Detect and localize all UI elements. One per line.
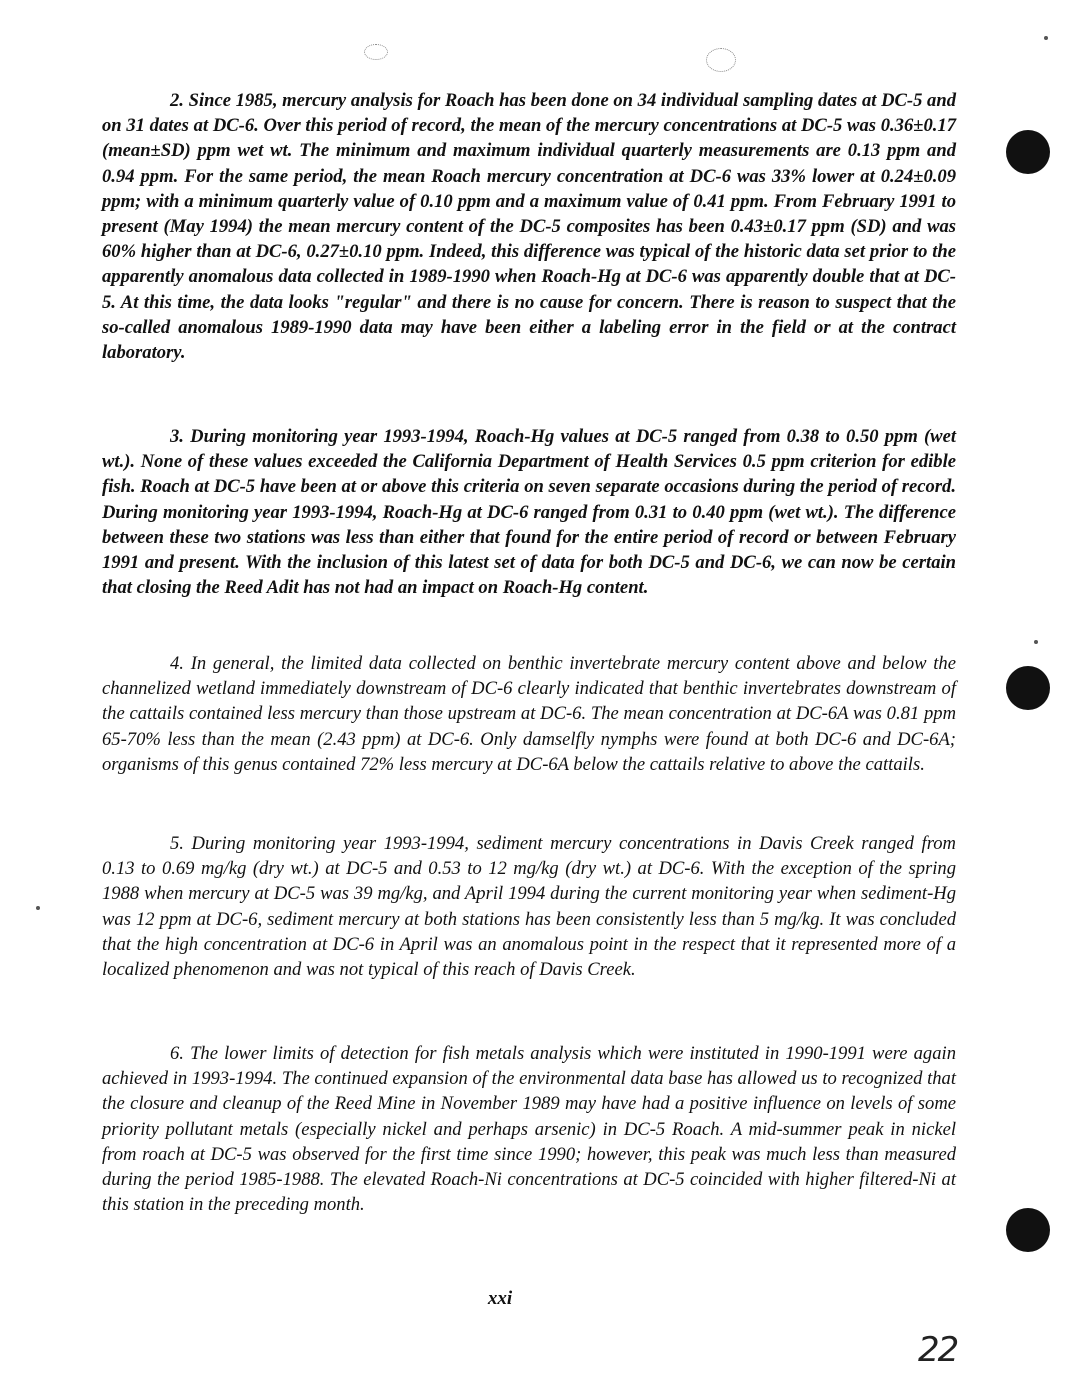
paragraph-4: [102, 651, 956, 777]
paragraph-number: 5.: [170, 833, 184, 854]
scan-smudge: [364, 44, 388, 60]
paragraph-2: [102, 88, 956, 365]
paragraph-number: 4.: [170, 653, 184, 674]
handwritten-page-number: 22: [918, 1330, 958, 1370]
binder-hole: [1006, 1208, 1050, 1252]
scan-speck: [1034, 640, 1038, 644]
scan-smudge: [706, 48, 736, 72]
binder-hole: [1006, 666, 1050, 710]
paragraph-text: During monitoring year 1993-1994, Roach-Hg values at DC-5 ranged from 0.38 to 0.50 ppm (wet wt.). None of these values exceeded the California Department of Health Services 0.5 ppm criterion for edible fish. Roach at DC-5 have been at or above this criteria on seven separate occasions during the period of record. During monitoring year 1993-1994, Roach-Hg at DC-6 ranged from 0.31 to 0.40 ppm (wet wt.). The difference between these two stations was less than either that found for the entire period of record or between February 1991 and present. With the inclusion of this latest set of data for both DC-5 and DC-6, we can now be certain that closing the Reed Adit has not had an impact on Roach-Hg content.: [102, 426, 957, 599]
scan-speck: [36, 906, 40, 910]
paragraph-number: 6.: [170, 1043, 184, 1064]
paragraph-5: [102, 831, 956, 982]
scan-speck: [1044, 36, 1048, 40]
paragraph-text: Since 1985, mercury analysis for Roach has been done on 34 individual sampling dates at DC-5 and on 31 dates at DC-6. Over this period of record, the mean of the mercury concentrations at DC-5 was 0.36±0.17 (mean±SD) ppm wet wt. The minimum and maximum individual quarterly measurements are 0.13 ppm and 0.94 ppm. For the same period, the mean Roach mercury concentration at DC-6 was 33% lower at 0.24±0.09 ppm; with a minimum quarterly value of 0.10 ppm and a maximum value of 0.41 ppm. From February 1991 to present (May 1994) the mean mercury content of the DC-5 composites has been 0.43±0.17 ppm (SD) and was 60% higher than at DC-6, 0.27±0.10 ppm. Indeed, this difference was typical of the historic data set prior to the apparently anomalous data collected in 1989-1990 when Roach-Hg at DC-6 was apparently double that at DC-5. At this time, the data looks "regular" and there is no cause for concern. There is reason to suspect that the so-called anomalous 1989-1990 data may have been either a labeling error in the field or at the contract laboratory.: [102, 90, 956, 364]
binder-hole: [1006, 130, 1050, 174]
paragraph-6: [102, 1041, 956, 1217]
paragraph-number: 2.: [170, 90, 184, 111]
paragraph-text: In general, the limited data collected on benthic invertebrate mercury content above and below the channelized wetland immediately downstream of DC-6 clearly indicated that benthic invertebrates downstream of the cattails contained less mercury than those upstream at DC-6. The mean concentration at DC-6A was 0.81 ppm 65-70% less than the mean (2.43 ppm) at DC-6. Only damselfly nymphs were found at both DC-6 and DC-6A; organisms of this genus contained 72% less mercury at DC-6A below the cattails relative to above the cattails.: [102, 653, 956, 775]
paragraph-text: During monitoring year 1993-1994, sediment mercury concentrations in Davis Creek ranged from 0.13 to 0.69 mg/kg (dry wt.) at DC-5 and 0.53 to 12 mg/kg (dry wt.) at DC-6. With the exception of the spring 1988 when mercury at DC-5 was 39 mg/kg, and April 1994 during the current monitoring year when sediment-Hg was 12 ppm at DC-6, sediment mercury at both stations has been consistently less than 5 mg/kg. It was concluded that the high concentration at DC-6 in April was an anomalous point in the respect that it represented more of a localized phenomenon and was not typical of this reach of Davis Creek.: [102, 833, 956, 981]
page-number: xxi: [487, 1288, 513, 1309]
paragraph-number: 3.: [170, 426, 184, 447]
paragraph-text: The lower limits of detection for fish metals analysis which were instituted in 1990-1991 were again achieved in 1993-1994. The continued expansion of the environmental data base has allowed us to recognized that the closure and cleanup of the Reed Mine in November 1989 may have had a positive influence on levels of some priority pollutant metals (especially nickel and perhaps arsenic) in DC-5 Roach. A mid-summer peak in nickel from roach at DC-5 was observed for the first time since 1990; however, this peak was much less than measured during the period 1985-1988. The elevated Roach-Ni concentrations at DC-5 coincided with higher filtered-Ni at this station in the preceding month.: [102, 1043, 956, 1216]
paragraph-3: [102, 424, 956, 600]
